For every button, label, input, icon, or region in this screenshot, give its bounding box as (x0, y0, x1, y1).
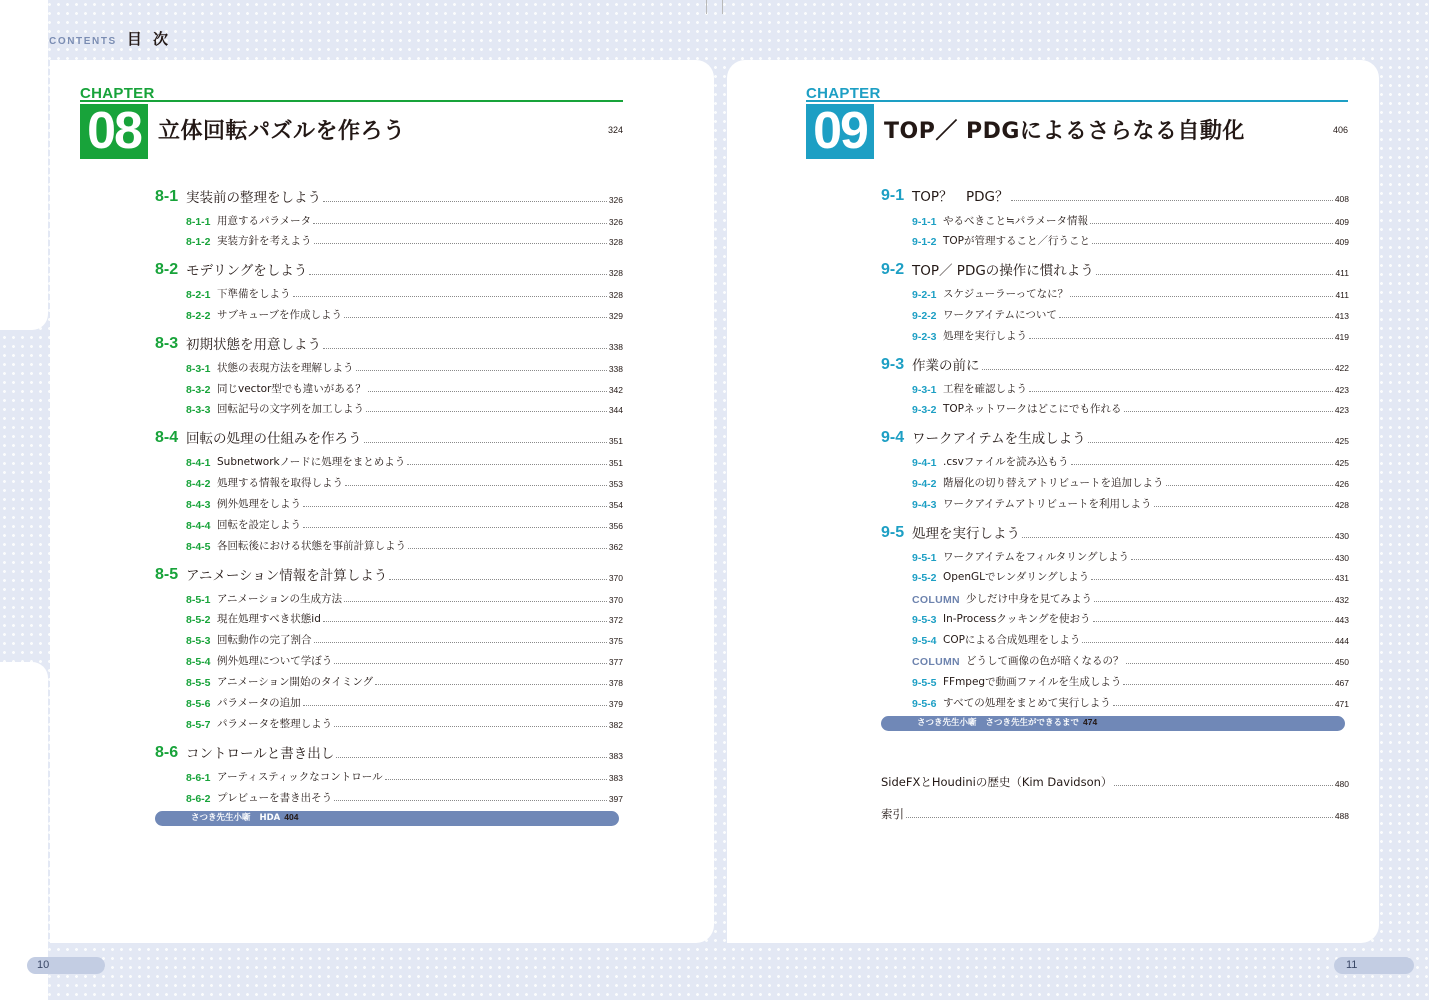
toc-entry-subsection[interactable] (155, 611, 623, 626)
entry-page-number: 382 (608, 720, 623, 730)
section-number: 8-6 (155, 744, 179, 761)
toc-entry-subsection[interactable] (155, 286, 623, 301)
dot-leader (1059, 317, 1333, 318)
entry-page-number: 351 (608, 436, 623, 446)
dot-leader (1011, 200, 1333, 201)
entry-title: 同じvector型でも違いがある？ (217, 383, 366, 395)
entry-page-number: 378 (608, 678, 623, 688)
toc-entry-subsection[interactable] (155, 695, 623, 710)
section-number: 8-3-3 (186, 404, 211, 416)
entry-title: 作業の前に (912, 358, 980, 374)
crop-mark (706, 0, 707, 14)
entry-page-number: 404 (284, 812, 299, 822)
page-header (49, 28, 171, 49)
toc-entry-subsection[interactable] (881, 307, 1349, 322)
dot-leader (1090, 223, 1333, 224)
dot-leader (303, 506, 607, 507)
toc-entry-extra[interactable] (881, 716, 1345, 731)
entry-page-number: 444 (1334, 636, 1349, 646)
dot-leader (906, 817, 1333, 818)
chapter-page-number: 406 (1332, 125, 1348, 135)
entry-page-number: 351 (608, 458, 623, 468)
entry-page-number: 450 (1334, 657, 1349, 667)
dot-leader (368, 391, 607, 392)
section-number: 8-6-2 (186, 793, 211, 805)
entry-page-number: 344 (608, 405, 623, 415)
margin-panel-bottom (0, 662, 48, 1000)
toc-entry-subsection[interactable] (155, 496, 623, 511)
toc-entry-subsection[interactable] (881, 496, 1349, 511)
dot-leader (366, 411, 607, 412)
entry-title: 各回転後における状態を事前計算しよう (217, 540, 406, 552)
dot-leader (344, 317, 607, 318)
entry-title: スケジューラーってなに？ (943, 288, 1069, 300)
section-number: 8-3-2 (186, 384, 211, 396)
toc-entry-section[interactable] (155, 186, 623, 206)
crop-mark (722, 0, 723, 14)
dot-leader (293, 296, 607, 297)
section-number: 8-4-5 (186, 541, 211, 553)
toc-entry-subsection[interactable] (881, 286, 1349, 301)
section-number: 9-3-2 (912, 404, 937, 416)
entry-title: 実装前の整理をしよう (186, 190, 321, 206)
dot-leader (303, 705, 607, 706)
toc-entry-extra[interactable] (881, 774, 1349, 790)
entry-title: アーティスティックなコントロール (217, 771, 383, 783)
toc-entry-subsection[interactable] (881, 401, 1349, 416)
dot-leader (982, 369, 1333, 370)
entry-title: 索引 (881, 807, 904, 821)
entry-title: 下準備をしよう (217, 288, 291, 300)
section-number: 8-2-1 (186, 289, 211, 301)
dot-leader (1029, 391, 1333, 392)
section-number: 9-5-4 (912, 635, 937, 647)
entry-title: TOP／ PDGの操作に慣れよう (912, 263, 1094, 279)
chapter-word: CHAPTER (80, 85, 155, 102)
entry-title: FFmpegで動画ファイルを生成しよう (943, 676, 1122, 688)
section-number: 9-5-1 (912, 552, 937, 564)
entry-title: 処理する情報を取得しよう (217, 477, 343, 489)
toc-entry-subsection[interactable] (155, 381, 623, 396)
chapter-title: TOP／ PDGによるさらなる自動化 (884, 119, 1245, 144)
entry-page-number: 467 (1334, 678, 1349, 688)
entry-page-number: 422 (1334, 363, 1349, 373)
entry-page-number: 411 (1335, 268, 1349, 278)
dot-leader (1154, 506, 1333, 507)
section-number: 9-5-6 (912, 698, 937, 710)
dot-leader (303, 527, 607, 528)
entry-title: 処理を実行しよう (943, 330, 1027, 342)
entry-page-number: 409 (1334, 237, 1349, 247)
entry-page-number: 338 (608, 342, 623, 352)
dot-leader (1070, 296, 1333, 297)
entry-page-number: 430 (1334, 531, 1349, 541)
chapter-page-number: 324 (607, 125, 623, 135)
entry-title: コントロールと書き出し (186, 746, 335, 762)
chapter-rule (806, 100, 1348, 102)
toc-entry-section[interactable] (881, 522, 1349, 542)
entry-page-number: 409 (1334, 217, 1349, 227)
section-number: 8-5-1 (186, 594, 211, 606)
toc-entry-subsection[interactable] (155, 475, 623, 490)
entry-title: さつき先生ができるまで (985, 718, 1080, 728)
entry-page-number: 488 (1334, 811, 1349, 821)
dot-leader (1131, 559, 1333, 560)
section-number: 8-2 (155, 261, 179, 278)
toc-entry-subsection[interactable] (881, 213, 1349, 228)
satsuki-badge: さつき先生小噺 (912, 717, 982, 730)
margin-panel-top (0, 0, 48, 330)
entry-title: 回転記号の文字列を加工しよう (217, 403, 364, 415)
dot-leader (1094, 601, 1333, 602)
entry-page-number: 356 (608, 521, 623, 531)
toc-entry-subsection[interactable] (155, 591, 623, 606)
dot-leader (1088, 442, 1333, 443)
entry-title: HDA (259, 813, 281, 823)
section-number: 8-5-4 (186, 656, 211, 668)
section-number: 8-3-1 (186, 363, 211, 375)
toc-entry-subsection[interactable] (881, 569, 1349, 584)
toc-entry-subsection[interactable] (155, 233, 623, 248)
entry-title: アニメーション情報を計算しよう (186, 568, 388, 584)
dot-leader (1124, 411, 1333, 412)
section-number: 9-5-2 (912, 572, 937, 584)
entry-page-number: 326 (608, 217, 623, 227)
dot-leader (1166, 485, 1333, 486)
entry-page-number: 354 (608, 500, 623, 510)
toc-entry-subsection[interactable] (155, 213, 623, 228)
dot-leader (1113, 705, 1333, 706)
entry-title: サブキューブを作成しよう (217, 309, 343, 321)
toc-entry-subsection[interactable] (155, 674, 623, 689)
page-number-left: 10 (27, 957, 105, 974)
entry-title: 回転を設定しよう (217, 519, 301, 531)
entry-page-number: 372 (608, 615, 623, 625)
entry-title: ワークアイテムをフィルタリングしよう (943, 551, 1130, 563)
entry-title: ワークアイテムアトリビュートを利用しよう (943, 498, 1152, 510)
section-number: 8-5-3 (186, 635, 211, 647)
entry-title: すべての処理をまとめて実行しよう (943, 697, 1111, 709)
entry-page-number: 397 (608, 794, 623, 804)
toc-entry-section[interactable] (881, 259, 1349, 279)
dot-leader (1022, 537, 1333, 538)
toc-entry-subsection[interactable] (881, 674, 1349, 689)
section-number: 8-4-3 (186, 499, 211, 511)
section-number: 8-4 (155, 429, 179, 446)
section-number: 9-1 (881, 187, 905, 204)
toc-entry-section[interactable] (155, 259, 623, 279)
dot-leader (1029, 338, 1333, 339)
dot-leader (1071, 464, 1333, 465)
toc-entry-subsection[interactable] (155, 653, 623, 668)
dot-leader (313, 223, 607, 224)
chapter-number-box: 09 (806, 104, 874, 159)
section-number: 8-1 (155, 188, 179, 205)
entry-page-number: 480 (1334, 779, 1349, 789)
entry-title: パラメータの追加 (217, 697, 301, 709)
toc-entry-subsection[interactable] (155, 360, 623, 375)
section-number: 8-6-1 (186, 772, 211, 784)
dot-leader (1091, 579, 1333, 580)
entry-page-number: 326 (608, 195, 623, 205)
column-label: COLUMN (912, 656, 960, 668)
column-label: COLUMN (912, 594, 960, 606)
entry-page-number: 425 (1334, 436, 1349, 446)
entry-page-number: 342 (608, 385, 623, 395)
entry-title: ワークアイテムを生成しよう (912, 431, 1086, 447)
entry-page-number: 383 (608, 773, 623, 783)
entry-page-number: 426 (1334, 479, 1349, 489)
entry-title: Subnetworkノードに処理をまとめよう (217, 456, 406, 468)
dot-leader (334, 663, 607, 664)
chapter-number-box: 08 (80, 104, 148, 159)
section-number: 9-5-5 (912, 677, 937, 689)
entry-page-number: 425 (1334, 458, 1349, 468)
entry-page-number: 428 (1334, 500, 1349, 510)
toc-entry-subsection[interactable] (155, 517, 623, 532)
dot-leader (1123, 684, 1332, 685)
entry-title: In-Processクッキングを使おう (943, 613, 1091, 625)
entry-title: 例外処理をしよう (217, 498, 301, 510)
entry-page-number: 370 (608, 595, 623, 605)
section-number: 9-1-1 (912, 216, 937, 228)
toc-entry-subsection[interactable] (155, 790, 623, 805)
dot-leader (408, 548, 607, 549)
entry-page-number: 430 (1334, 553, 1349, 563)
toc-entry-subsection[interactable] (881, 454, 1349, 469)
toc-entry-subsection[interactable] (881, 381, 1349, 396)
entry-page-number: 379 (608, 699, 623, 709)
entry-title: 初期状態を用意しよう (186, 337, 321, 353)
dot-leader (1096, 274, 1334, 275)
entry-page-number: 362 (608, 542, 623, 552)
dot-leader (1093, 621, 1333, 622)
toc-entry-subsection[interactable] (155, 632, 623, 647)
dot-leader (334, 800, 607, 801)
toc-entry-section[interactable] (155, 742, 623, 762)
section-number: 9-2-1 (912, 289, 937, 301)
section-number: 9-5 (881, 524, 905, 541)
toc-entry-extra[interactable] (155, 811, 619, 826)
entry-title: 回転の処理の仕組みを作ろう (186, 431, 362, 447)
entry-title: SideFXとHoudiniの歴史（Kim Davidson） (881, 775, 1113, 789)
entry-title: 実装方針を考えよう (217, 235, 312, 247)
entry-page-number: 383 (608, 751, 623, 761)
entry-title: 状態の表現方法を理解しよう (217, 362, 354, 374)
entry-page-number: 432 (1334, 595, 1349, 605)
dot-leader (375, 684, 607, 685)
entry-title: アニメーションの生成方法 (217, 593, 343, 605)
entry-page-number: 471 (1334, 699, 1349, 709)
dot-leader (385, 779, 607, 780)
entry-page-number: 423 (1334, 405, 1349, 415)
dot-leader (345, 485, 607, 486)
section-number: 8-5 (155, 566, 179, 583)
toc-entry-section[interactable] (881, 354, 1349, 374)
entry-title: TOPが管理すること／行うこと (943, 235, 1091, 247)
section-number: 8-5-5 (186, 677, 211, 689)
entry-title: プレビューを書き出そう (217, 792, 333, 804)
toc-entry-section[interactable] (155, 427, 623, 447)
satsuki-badge: さつき先生小噺 (186, 812, 256, 825)
dot-leader (389, 579, 607, 580)
entry-page-number: 413 (1334, 311, 1349, 321)
entry-page-number: 338 (608, 364, 623, 374)
entry-title: 階層化の切り替えアトリビュートを追加しよう (943, 477, 1164, 489)
dot-leader (336, 757, 607, 758)
toc-entry-subsection[interactable] (881, 233, 1349, 248)
section-number: 8-4-2 (186, 478, 211, 490)
entry-title: 回転動作の完了割合 (217, 634, 312, 646)
entry-title: アニメーション開始のタイミング (217, 676, 374, 688)
entry-page-number: 423 (1334, 385, 1349, 395)
entry-page-number: 328 (608, 268, 623, 278)
dot-leader (334, 726, 607, 727)
entry-page-number: 443 (1334, 615, 1349, 625)
entry-page-number: 329 (608, 311, 623, 321)
dot-leader (356, 370, 607, 371)
section-number: 8-1-2 (186, 236, 211, 248)
contents-label: CONTENTS (49, 36, 117, 47)
toc-entry-subsection[interactable] (881, 611, 1349, 626)
entry-page-number: 408 (1334, 194, 1349, 204)
entry-title: 例外処理について学ぼう (217, 655, 333, 667)
entry-page-number: 377 (608, 657, 623, 667)
chapter-word: CHAPTER (806, 85, 881, 102)
dot-leader (344, 601, 607, 602)
toc-entry-subsection[interactable] (155, 307, 623, 322)
dot-leader (407, 464, 607, 465)
dot-leader (364, 442, 607, 443)
section-number: 8-2-2 (186, 310, 211, 322)
section-number: 8-5-7 (186, 719, 211, 731)
entry-page-number: 370 (608, 573, 623, 583)
dot-leader (309, 274, 607, 275)
chapter-title: 立体回転パズルを作ろう (158, 119, 406, 144)
dot-leader (314, 243, 607, 244)
entry-title: どうして画像の色が暗くなるの？ (966, 655, 1124, 667)
section-number: 9-2-2 (912, 310, 937, 322)
section-number: 9-4-3 (912, 499, 937, 511)
entry-title: 用意するパラメータ (217, 215, 312, 227)
entry-title: OpenGLでレンダリングしよう (943, 571, 1090, 583)
toc-entry-subsection[interactable] (881, 475, 1349, 490)
toc-entry-subsection[interactable] (881, 695, 1349, 710)
entry-title: TOPネットワークはどこにでも作れる (943, 403, 1122, 415)
entry-title: モデリングをしよう (186, 263, 308, 279)
entry-title: .csvファイルを読み込もう (943, 456, 1069, 468)
entry-title: 工程を確認しよう (943, 383, 1027, 395)
toc-entry-section[interactable] (155, 333, 623, 353)
toc-entry-subsection[interactable] (881, 632, 1349, 647)
entry-page-number: 328 (608, 290, 623, 300)
chapter-09-heading[interactable] (806, 86, 1348, 166)
entry-title: やるべきこと≒パラメータ情報 (943, 215, 1088, 227)
dot-leader (1092, 243, 1333, 244)
section-number: 9-4-1 (912, 457, 937, 469)
section-number: 9-4 (881, 429, 905, 446)
entry-title: パラメータを整理しよう (217, 718, 333, 730)
section-number: 9-2 (881, 261, 905, 278)
entry-page-number: 419 (1334, 332, 1349, 342)
entry-title: 処理を実行しよう (912, 526, 1020, 542)
entry-page-number: 328 (608, 237, 623, 247)
entry-page-number: 353 (608, 479, 623, 489)
section-number: 9-3-1 (912, 384, 937, 396)
section-number: 8-4-1 (186, 457, 211, 469)
toc-entry-subsection[interactable] (155, 401, 623, 416)
dot-leader (1114, 785, 1332, 786)
toc-entry-extra[interactable] (881, 806, 1349, 822)
dot-leader (323, 621, 607, 622)
toc-entry-section[interactable] (881, 427, 1349, 447)
entry-title: TOP？ PDG？ (912, 189, 1009, 205)
page-title: 目 次 (126, 30, 172, 48)
entry-title: COPによる合成処理をしよう (943, 634, 1081, 646)
entry-title: 現在処理すべき状態id (217, 613, 321, 625)
entry-page-number: 431 (1334, 573, 1349, 583)
toc-entry-section[interactable] (155, 564, 623, 584)
section-number: 9-1-2 (912, 236, 937, 248)
section-number: 8-1-1 (186, 216, 211, 228)
page-number-right: 11 (1334, 957, 1414, 974)
toc-entry-subsection[interactable] (155, 716, 623, 731)
toc-entry-section[interactable] (881, 185, 1349, 205)
entry-page-number: 474 (1083, 717, 1098, 727)
section-number: 8-4-4 (186, 520, 211, 532)
section-number: 8-3 (155, 335, 179, 352)
entry-page-number: 375 (608, 636, 623, 646)
dot-leader (323, 348, 607, 349)
entry-title: ワークアイテムについて (943, 309, 1057, 321)
chapter-08-heading[interactable] (80, 86, 623, 166)
section-number: 9-5-3 (912, 614, 937, 626)
entry-title: 少しだけ中身を見てみよう (966, 593, 1092, 605)
section-number: 9-2-3 (912, 331, 937, 343)
toc-entry-column[interactable] (881, 591, 1349, 606)
dot-leader (314, 642, 607, 643)
toc-entry-subsection[interactable] (881, 328, 1349, 343)
entry-page-number: 411 (1335, 290, 1349, 300)
toc-entry-subsection[interactable] (881, 549, 1349, 564)
toc-entry-column[interactable] (881, 653, 1349, 668)
section-number: 9-3 (881, 356, 905, 373)
toc-entry-subsection[interactable] (155, 769, 623, 784)
dot-leader (1082, 642, 1332, 643)
toc-entry-subsection[interactable] (155, 538, 623, 553)
section-number: 9-4-2 (912, 478, 937, 490)
toc-entry-subsection[interactable] (155, 454, 623, 469)
dot-leader (323, 201, 607, 202)
dot-leader (1126, 663, 1333, 664)
chapter-rule (80, 100, 623, 102)
section-number: 8-5-6 (186, 698, 211, 710)
section-number: 8-5-2 (186, 614, 211, 626)
